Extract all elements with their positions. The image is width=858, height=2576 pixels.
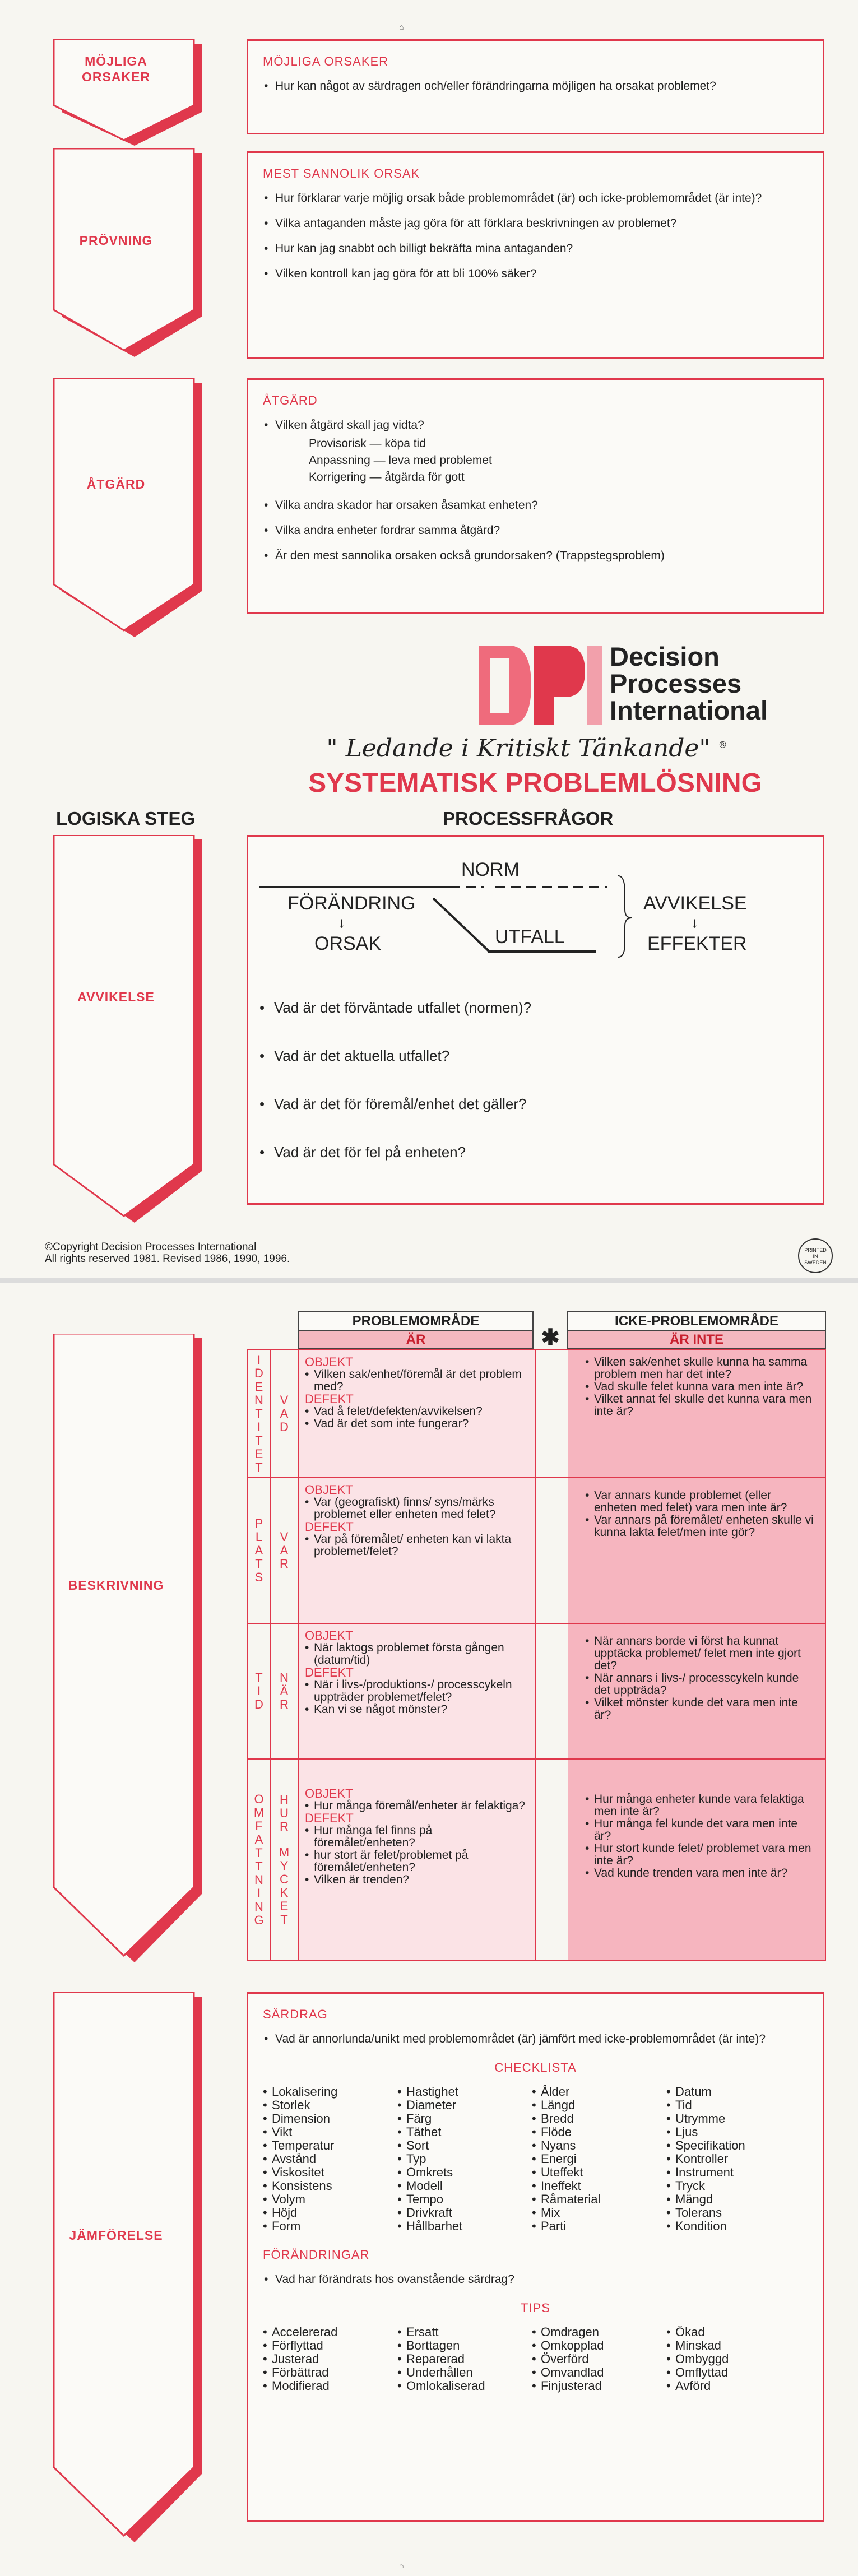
vertical-letter: R [280,1820,289,1834]
table-row-identitet [247,1349,826,1478]
list-item: • Omvandlad [532,2366,666,2379]
box-title: MÖJLIGA ORSAKER [263,54,389,68]
box-title: MEST SANNOLIK ORSAK [263,166,420,180]
list-item: • Datum [666,2085,801,2099]
forandringar-title: FÖRÄNDRINGAR [263,2248,370,2262]
cell-text: • Var annars kunde problemet (eller enheten med felet) vara men inte är? [585,1489,814,1514]
chevron-shape-3 [46,378,214,642]
vertical-letter: D [280,1420,289,1434]
list-item: • Form [263,2220,397,2233]
sub-item: Provisorisk — köpa tid [309,437,426,450]
printed-stamp [798,1238,833,1273]
list-item: • Parti [532,2220,666,2233]
tagline-text: " Ledande i Kritiskt Tänkande" [326,734,711,763]
vertical-letter: O [254,1792,264,1806]
objekt-label: OBJEKT [305,1628,353,1642]
objekt-label: OBJEKT [305,1355,353,1369]
brand-name-line-1: Decision [610,642,720,671]
question: • Hur kan något av särdragen och/eller förändringarna möjligen ha orsakat problemet? [263,79,808,93]
vertical-letter: Ä [280,1684,289,1698]
cell-asterisk [535,1478,571,1623]
list-item: • Mix [532,2206,666,2220]
row-label-plats [248,1478,271,1623]
list-item: • Längd [532,2099,666,2112]
vertical-letter: C [280,1872,289,1886]
vertical-letter: R [280,1557,289,1571]
vertical-letter: I [257,1353,261,1367]
list-item: • Utrymme [666,2112,801,2125]
vertical-letter: K [280,1886,289,1900]
subheader-ar-inte: ÄR INTE [567,1330,826,1349]
asterisk-icon: ✱ [541,1325,560,1350]
list-item: • Omdragen [532,2326,666,2339]
vertical-letter: Y [280,1859,289,1873]
list-item: • Sort [397,2139,532,2152]
list-item: • Ineffekt [532,2179,666,2193]
list-item: • Bredd [532,2112,666,2125]
cell-asterisk [535,1624,571,1758]
list-item: • Konsistens [263,2179,397,2193]
chevron-shape-6 [46,1992,214,2547]
vertical-letter: G [254,1913,264,1927]
vertical-letter: A [254,1543,263,1557]
list-item: • Färg [397,2112,532,2125]
tab-provning [46,148,214,361]
vertical-letter: L [255,1530,263,1544]
vertical-letter: A [280,1543,289,1557]
cell-asterisk [535,1350,571,1477]
arrow-down-icon: ↓ [691,914,698,931]
brand-name-line-3: International [610,695,768,725]
vertical-letter: D [254,1697,263,1711]
cell-ar [299,1760,535,1960]
cell-text: • När annars borde vi först ha kunnat upptäcka problemet/ felet men inte gjort det? [585,1635,814,1672]
vertical-letter: M [279,1845,290,1859]
instruction-card-front [0,0,858,1278]
list-item: • Omflyttad [666,2366,801,2379]
question: • Vad är det för fel på enheten? [257,1144,811,1161]
question: • Vilken kontroll kan jag göra för att bli 100% säker? [263,267,808,281]
vertical-letter: N [254,1873,263,1887]
cell-text: • Vilken är trenden? [305,1874,529,1886]
list-item: • Accelererad [263,2326,397,2339]
cell-text: • Var annars på föremålet/ enheten skulle vi kunna lakta felet/men inte gör? [585,1514,814,1539]
list-item: • Råmaterial [532,2193,666,2206]
vertical-letter: I [257,1420,261,1434]
list-item: • Avstånd [263,2152,397,2166]
cell-text: • Vilket annat fel skulle det kunna vara men inte är? [585,1393,814,1418]
table-row-plats [247,1477,826,1624]
cell-text: • Vad kunde trenden vara men inte är? [585,1867,814,1879]
copyright-line-2: All rights reserved 1981. Revised 1986, 1990, 1996. [45,1253,290,1265]
bottom-mark: ⌂ [399,2561,404,2570]
vertical-letter: R [280,1697,289,1711]
header-problemomrade: PROBLEMOMRÅDE [298,1311,534,1331]
list-item: • Förflyttad [263,2339,397,2352]
list-item: • Typ [397,2152,532,2166]
cell-text: • Hur många fel kunde det vara men inte är? [585,1818,814,1842]
vertical-letter: A [254,1832,263,1846]
question: • Vad är det aktuella utfallet? [257,1047,811,1064]
defekt-label: DEFEKT [305,1520,354,1534]
list-column [397,2326,532,2393]
stamp-line-2: IN [813,1254,818,1259]
list-item: • Underhållen [397,2366,532,2379]
vertical-letter: T [255,1859,263,1873]
cell-ar [299,1350,535,1477]
question: • Vilka antaganden måste jag göra för att förklara beskrivningen av problemet? [263,216,808,230]
cell-ar-inte [568,1760,825,1960]
list-item: • Temperatur [263,2139,397,2152]
tab-mojliga-orsaker [46,39,214,151]
question: • Vilka andra skador har orsaken åsamkat enheten? [263,498,808,512]
objekt-label: OBJEKT [305,1483,353,1497]
list-item: • Överförd [532,2352,666,2366]
list-item: • Minskad [666,2339,801,2352]
vertical-letter: E [254,1447,263,1461]
list-item: • Ombyggd [666,2352,801,2366]
label-norm: NORM [461,859,520,880]
list-column [263,2326,397,2393]
list-item: • Storlek [263,2099,397,2112]
vertical-letter: T [255,1407,263,1421]
list-item: • Hastighet [397,2085,532,2099]
tab-label: AVVIKELSE [77,990,155,1004]
tab-beskrivning [46,1334,214,1967]
list-item: • Borttagen [397,2339,532,2352]
column-heading-processfragor: PROCESSFRÅGOR [443,808,614,829]
list-item: • Drivkraft [397,2206,532,2220]
list-item: • Tempo [397,2193,532,2206]
list-column [532,2326,666,2393]
list-item: • Diameter [397,2099,532,2112]
label-utfall: UTFALL [495,926,565,948]
tips-grid [263,2326,808,2393]
sub-item: Korrigering — åtgärda för gott [309,471,465,484]
list-item: • Energi [532,2152,666,2166]
list-item: • Tryck [666,2179,801,2193]
cell-text: • Vad skulle felet kunna vara men inte är? [585,1381,814,1393]
cell-text: • Kan vi se något mönster? [305,1704,529,1716]
list-item: • Omlokaliserad [397,2379,532,2393]
defekt-label: DEFEKT [305,1392,354,1406]
cell-ar [299,1478,535,1623]
tagline [280,734,773,763]
document-title: SYSTEMATISK PROBLEMLÖSNING [308,768,762,798]
list-item: • Reparerad [397,2352,532,2366]
cell-text: • Hur många föremål/enheter är felaktiga? [305,1800,529,1812]
sub-item: Anpassning — leva med problemet [309,454,492,467]
chevron-shape-2 [46,148,214,361]
list-item: • Omkopplad [532,2339,666,2352]
box-avvikelse [247,835,824,1205]
list-item: • Viskositet [263,2166,397,2179]
sardrag-question: • Vad är annorlunda/unikt med problemområdet (är) jämfört med icke-problemområdet (är inte)? [263,2032,808,2046]
tips-title: TIPS [521,2301,550,2315]
tab-avvikelse [46,835,214,1227]
tab-label-line-1: MÖJLIGA [85,54,147,68]
list-item: • Täthet [397,2125,532,2139]
row-label-nar [270,1624,299,1758]
vertical-letter: E [254,1380,263,1394]
stamp-line-3: SWEDEN [804,1260,827,1265]
tab-jamforelse [46,1992,214,2547]
cell-text: • Var på föremålet/ enheten kan vi lakta problemet/felet? [305,1533,529,1558]
list-column [263,2085,397,2233]
row-label-var [270,1478,299,1623]
vertical-letter: N [254,1900,263,1914]
list-item: • Vikt [263,2125,397,2139]
objekt-label: OBJEKT [305,1786,353,1800]
brand-name [610,643,768,724]
tab-label: BESKRIVNING [68,1578,164,1593]
question: • Vad är det för föremål/enhet det gäller? [257,1096,811,1112]
cell-text: • När laktogs problemet första gången (datum/tid) [305,1642,529,1667]
vertical-letter: N [254,1393,263,1407]
chevron-shape-4 [46,835,214,1227]
cell-ar-inte [568,1350,825,1477]
list-item: • Nyans [532,2139,666,2152]
cell-ar-inte [568,1478,825,1623]
tab-label: PRÖVNING [79,233,153,248]
cell-text: • Hur många fel finns på föremålet/enheten? [305,1825,529,1849]
forandringar-question: • Vad har förändrats hos ovanstående särdrag? [263,2272,808,2286]
list-item: • Kontroller [666,2152,801,2166]
list-item: • Uteffekt [532,2166,666,2179]
cell-text: • Hur många enheter kunde vara felaktiga men inte är? [585,1793,814,1818]
cell-asterisk [535,1760,571,1960]
box-atgard [247,378,824,614]
question: • Vilken åtgärd skall jag vidta? [263,418,808,432]
vertical-letter: E [280,1899,289,1913]
checklista-title: CHECKLISTA [494,2060,577,2074]
copyright-line-1: ©Copyright Decision Processes International [45,1241,257,1253]
arrow-down-icon: ↓ [338,914,345,931]
label-orsak: ORSAK [314,933,382,954]
cell-text: • Vad är det som inte fungerar? [305,1418,529,1430]
vertical-letter: T [255,1460,263,1474]
header-icke-problemomrade: ICKE-PROBLEMOMRÅDE [567,1311,826,1331]
row-label-vad [270,1350,299,1477]
label-avvikelse: AVVIKELSE [643,893,747,914]
question: • Vilka andra enheter fordrar samma åtgärd? [263,523,808,537]
vertical-letter: V [280,1530,289,1544]
list-item: • Mängd [666,2193,801,2206]
list-item: • Instrument [666,2166,801,2179]
vertical-letter: V [280,1393,289,1407]
cell-text: • hur stort är felet/problemet på föremålet/enheten? [305,1849,529,1874]
sardrag-title: SÄRDRAG [263,2007,328,2021]
tab-label-line-2: ORSAKER [81,69,150,84]
list-column [666,2326,801,2393]
table-row-tid [247,1623,826,1760]
avvikelse-questions [257,999,811,1192]
vertical-letter: T [255,1670,263,1684]
list-item: • Kondition [666,2220,801,2233]
vertical-letter [270,1834,298,1846]
list-column [397,2085,532,2233]
table-row-omfattning [247,1758,826,1961]
copyright [45,1241,290,1265]
vertical-letter: H [280,1793,289,1807]
list-item: • Ålder [532,2085,666,2099]
cell-text: • Hur stort kunde felet/ problemet vara men inte är? [585,1842,814,1867]
vertical-letter: M [253,1805,265,1820]
question: • Vad är det förväntade utfallet (normen)? [257,999,811,1016]
list-item: • Modell [397,2179,532,2193]
vertical-letter: A [280,1407,289,1421]
tab-label: JÄMFÖRELSE [69,2228,163,2243]
label-effekter: EFFEKTER [647,933,747,954]
question: • Hur förklarar varje möjlig orsak både problemområdet (är) och icke-problemområdet (är inte)? [263,191,808,205]
list-item: • Finjusterad [532,2379,666,2393]
cell-ar-inte [568,1624,825,1758]
box-jamforelse [247,1992,824,2522]
row-label-hur-mycket [270,1760,299,1960]
cell-ar [299,1624,535,1758]
tab-label: ÅTGÄRD [86,477,146,491]
list-item: • Förbättrad [263,2366,397,2379]
box-mest-sannolik-orsak [247,151,824,359]
subheader-ar: ÄR [298,1330,534,1349]
vertical-letter: I [257,1684,261,1698]
cell-text: • Vad å felet/defekten/avvikelsen? [305,1405,529,1418]
vertical-letter: T [255,1433,263,1447]
column-heading-logiska-steg: LOGISKA STEG [56,808,196,829]
chevron-shape-5 [46,1334,214,1967]
list-item: • Lokalisering [263,2085,397,2099]
top-mark: ⌂ [399,22,404,31]
cell-text: • När annars i livs-/ processcykeln kunde det uppträda? [585,1672,814,1697]
row-label-identitet [248,1350,271,1477]
list-item: • Flöde [532,2125,666,2139]
dpi-logo [475,643,604,730]
row-label-omfattning [248,1760,271,1960]
vertical-letter: D [254,1366,263,1380]
vertical-letter: P [254,1516,263,1530]
list-item: • Ersatt [397,2326,532,2339]
list-item: • Ökad [666,2326,801,2339]
list-item: • Ljus [666,2125,801,2139]
dpi-logo-mark [475,643,604,727]
cell-text: • Vilken sak/enhet/föremål är det problem med? [305,1368,529,1393]
defekt-label: DEFEKT [305,1665,354,1679]
list-item: • Justerad [263,2352,397,2366]
list-item: • Modifierad [263,2379,397,2393]
stamp-line-1: PRINTED [804,1247,827,1253]
vertical-letter: I [257,1886,261,1900]
vertical-letter: N [280,1670,289,1684]
list-item: • Tid [666,2099,801,2112]
vertical-letter: S [254,1570,263,1584]
registered-mark: ® [718,739,727,750]
vertical-letter: T [255,1846,263,1860]
box-mojliga-orsaker [247,39,824,134]
cell-text: • Vilken sak/enhet skulle kunna ha samma problem men har det inte? [585,1356,814,1381]
cell-text: • Vilket mönster kunde det vara men inte är? [585,1697,814,1721]
list-item: • Hållbarhet [397,2220,532,2233]
list-item: • Omkrets [397,2166,532,2179]
vertical-letter: T [255,1557,263,1571]
cell-text: • När i livs-/produktions-/ processcykeln uppträder problemet/felet? [305,1679,529,1704]
row-label-tid [248,1624,271,1758]
vertical-letter: F [255,1819,263,1833]
list-item: • Höjd [263,2206,397,2220]
vertical-letter: U [280,1806,289,1820]
list-item: • Dimension [263,2112,397,2125]
list-item: • Tolerans [666,2206,801,2220]
checklista-grid [263,2085,808,2233]
question: • Är den mest sannolika orsaken också grundorsaken? (Trappstegsproblem) [263,549,808,563]
list-item: • Specifikation [666,2139,801,2152]
question: • Hur kan jag snabbt och billigt bekräfta mina antaganden? [263,242,808,256]
defekt-label: DEFEKT [305,1811,354,1825]
tab-atgard [46,378,214,642]
box-title: ÅTGÄRD [263,393,318,407]
list-column [666,2085,801,2233]
list-column [532,2085,666,2233]
cell-text: • Var (geografiskt) finns/ syns/märks problemet eller enheten med felet? [305,1496,529,1521]
list-item: • Avförd [666,2379,801,2393]
vertical-letter: T [280,1913,288,1927]
brand-name-line-2: Processes [610,669,742,698]
label-forandring: FÖRÄNDRING [287,893,416,914]
list-item: • Volym [263,2193,397,2206]
